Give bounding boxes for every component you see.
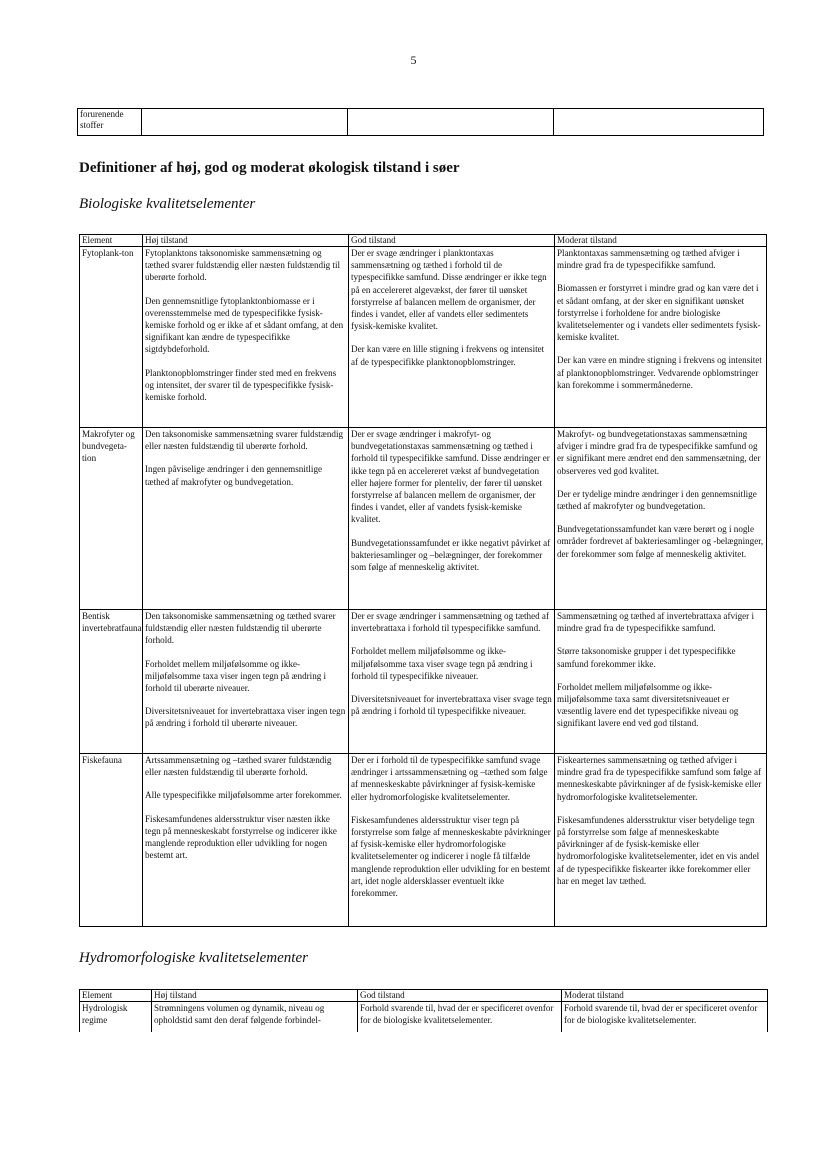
high-status-cell bbox=[143, 247, 349, 428]
cell-text: Der kan være en lille stigning i frekvens og intensitet af de typespecifikke planktonopblomstringer. bbox=[351, 344, 545, 367]
cell-text: Planktonopblomstringer finder sted med en frekvens og intensitet, der svarer til de typespecifikke fysisk-kemiske forhold. bbox=[145, 367, 337, 403]
table-cell bbox=[554, 109, 764, 136]
table-row bbox=[80, 428, 767, 610]
cell-text: Fiskearternes sammensætning og tæthed afviger i mindre grad fra de typespecifikke samfund som følge af menneskeskabte påvirkninger af de fysisk-kemiske eller hydromorfologiske kvalitetselementer. bbox=[557, 755, 762, 802]
cell-text: Diversitetsniveauet for invertebrattaxa viser svage tegn på ændring i forhold til typespecifikke niveauer. bbox=[351, 694, 552, 717]
cell-text: Der er i forhold til de typespecifikke samfund svage ændringer i artssammensætning og –tæthed som følge af menneskeskabte påvirkninger af fysisk-kemiske eller hydromorfologiske kvalitetselementer. bbox=[351, 755, 548, 802]
cell-text: Forholdet mellem miljøfølsomme og ikke-miljøfølsomme taxa samt diversitetsniveauet er væsentlig lavere end det typespecifikke niveau og signifikant lavere end ved god tilstand. bbox=[557, 681, 739, 729]
bio-section-title: Biologiske kvalitetselementer bbox=[79, 196, 256, 212]
row-label: forurenende stoffer bbox=[78, 109, 142, 136]
cell-text: Der kan være en mindre stigning i frekvens og intensitet af planktonopblomstringer. Vedvarende opblomstringer kan forekomme i sommermånederne. bbox=[557, 355, 762, 390]
cell-text: Sammensætning og tæthed af invertebrattaxa afviger i mindre grad fra de typespecifikke samfund. bbox=[557, 611, 754, 634]
cell-text: Planktontaxas sammensætning og tæthed afviger i mindre grad fra de typespecifikke samfund. bbox=[557, 248, 740, 271]
cell-text: Der er svage ændringer i sammensætning og tæthed af invertebrattaxa i forhold til typespecifikke samfund. bbox=[351, 611, 549, 634]
moderate-status-cell: Forhold svarende til, hvad der er specificeret ovenfor for de biologiske kvalitetselementer. bbox=[562, 1002, 768, 1032]
header-moderate: Moderat tilstand bbox=[562, 990, 768, 1002]
previous-table-fragment bbox=[77, 108, 764, 136]
cell-text: Diversitetsniveauet for invertebrattaxa viser ingen tegn på ændring i forhold til uberørte niveauer. bbox=[145, 706, 346, 729]
header-moderate: Moderat tilstand bbox=[555, 235, 767, 247]
cell-text: Der er svage ændringer i makrofyt- og bundvegetationstaxas sammensætning og tæthed i forhold til typespecifikke samfund. Disse ændringer er ikke tegn på en accelereret vækst af bundvegetation eller højere former for plenteliv, der fører til uønsket forstyrrelse af balancen mellem de organismer, der findes i vandet, eller af vandets fysisk-kemiske kvalitet. bbox=[351, 429, 550, 525]
hydro-section-title: Hydromorfologiske kvalitetselementer bbox=[79, 950, 308, 966]
section-heading: Definitioner af høj, god og moderat økologisk tilstand i søer bbox=[79, 160, 460, 176]
header-high: Høj tilstand bbox=[152, 990, 358, 1002]
table-row bbox=[80, 610, 767, 754]
cell-text: Den taksonomiske sammensætning og tæthed svarer fuldstændig eller næsten fuldstændig til uberørte forhold. bbox=[145, 611, 336, 646]
high-status-cell bbox=[143, 754, 349, 927]
biological-elements-table bbox=[79, 234, 767, 927]
cell-text: Fiskesamfundenes aldersstruktur viser tegn på forstyrrelse som følge af menneskeskabte påvirkninger af fysisk-kemiske eller hydromorfologiske kvalitetselementer og indicerer i nogle få tilfælde manglende reproduktion eller udvikling for en bestemt art, idet nogle aldersklasser eventuelt ikke forekommer. bbox=[351, 814, 551, 899]
table-header-row bbox=[80, 235, 767, 247]
hydromorphological-elements-table bbox=[79, 989, 768, 1032]
good-status-cell: Forhold svarende til, hvad der er specificeret ovenfor for de biologiske kvalitetselementer. bbox=[358, 1002, 562, 1032]
page-number: 5 bbox=[410, 53, 417, 67]
element-name: Fiskefauna bbox=[80, 754, 143, 927]
cell-text: Forholdet mellem miljøfølsomme og ikke-miljøfølsomme taxa viser svage tegn på ændring i forhold til typespecifikke niveauer. bbox=[351, 646, 533, 681]
good-status-cell bbox=[349, 610, 555, 754]
cell-text: Artssammensætning og –tæthed svarer fuldstændig eller næsten fuldstændig til uberørte forhold. bbox=[145, 755, 332, 778]
header-high: Høj tilstand bbox=[143, 235, 349, 247]
table-cell bbox=[142, 109, 348, 136]
cell-text: Alle typespecifikke miljøfølsomme arter forekommer. bbox=[145, 790, 342, 801]
element-name: Bentisk invertebratfauna bbox=[80, 610, 143, 754]
good-status-cell bbox=[349, 754, 555, 927]
table-row bbox=[80, 1002, 768, 1032]
cell-text: Makrofyt- og bundvegetationstaxas sammensætning afviger i mindre grad fra de typespecifikke samfund og er signifikant mere ændret end den sammensætning, der observeres ved god kvalitet. bbox=[557, 429, 761, 476]
cell-text: Der er tydelige mindre ændringer i den gennemsnitlige tæthed af makrofyter og bundvegetation. bbox=[557, 488, 757, 512]
good-status-cell bbox=[349, 428, 555, 610]
element-name: Makrofyter og bundvegeta-tion bbox=[80, 428, 143, 610]
header-element: Element bbox=[80, 235, 143, 247]
cell-text: Større taksonomiske grupper i det typespecifikke samfund forekommer ikke. bbox=[557, 646, 736, 669]
table-row bbox=[78, 109, 764, 136]
table-row bbox=[80, 247, 767, 428]
high-status-cell bbox=[143, 428, 349, 610]
table-header-row bbox=[80, 990, 768, 1002]
header-good: God tilstand bbox=[349, 235, 555, 247]
moderate-status-cell bbox=[555, 247, 767, 428]
good-status-cell bbox=[349, 247, 555, 428]
cell-text: Den taksonomiske sammensætning svarer fuldstændig eller næsten fuldstændig til uberørte forhold. bbox=[145, 429, 344, 452]
moderate-status-cell bbox=[555, 754, 767, 927]
moderate-status-cell bbox=[555, 610, 767, 754]
cell-text: Den gennemsnitlige fytoplanktonbiomasse er i overensstemmelse med de typespecifikke fysisk-kemiske forhold og er ikke af et sådant omfang, at den signifikant kan ændre de typespecifikke sigtdybdeforhold. bbox=[145, 295, 344, 355]
cell-text: Forholdet mellem miljøfølsomme og ikke-miljøfølsomme taxa viser ingen tegn på ændring i forhold til uberørte niveauer. bbox=[145, 658, 327, 694]
high-status-cell bbox=[143, 610, 349, 754]
element-name: Fytoplank-ton bbox=[80, 247, 143, 428]
cell-text: Fytoplanktons taksonomiske sammensætning og tæthed svarer fuldstændig eller næsten fuldstændig til uberørte forhold. bbox=[145, 248, 340, 283]
cell-text: Fiskesamfundenes aldersstruktur viser betydelige tegn på forstyrrelse som følge af menneskeskabte påvirkninger af de fysisk-kemiske eller hydromorfologiske kvalitetselementer, idet en vis andel af de typespecifikke fiskearter ikke forekommer eller har en meget lav tæthed. bbox=[557, 814, 760, 886]
header-good: God tilstand bbox=[358, 990, 562, 1002]
table-cell bbox=[348, 109, 554, 136]
header-element: Element bbox=[80, 990, 152, 1002]
cell-text: Fiskesamfundenes aldersstruktur viser næsten ikke tegn på menneskeskabt forstyrrelse og indicerer ikke manglende reproduktion eller udvikling for nogen bestemt art. bbox=[145, 813, 337, 861]
cell-text: Bundvegetationssamfundet er ikke negativt påvirket af bakteriesamlinger og –belægninger, der forekommer som følge af menneskelig aktivitet. bbox=[351, 537, 551, 573]
table-row bbox=[80, 754, 767, 927]
cell-text: Ingen påviselige ændringer i den gennemsnitlige tæthed af makrofyter og bundvegetation. bbox=[145, 464, 323, 487]
moderate-status-cell bbox=[555, 428, 767, 610]
cell-text: Bundvegetationssamfundet kan være berørt og i nogle områder fordrevet af bakteriesamlinger og -belægninger, der forekommer som følge af menneskelig aktivitet. bbox=[557, 524, 764, 559]
cell-text: Der er svage ændringer i planktontaxas sammensætning og tæthed i forhold til de typespecifikke samfund. Disse ændringer er ikke tegn på en accelereret algevækst, der fører til uønsket forstyrrelse af balancen mellem de organismer, der findes i vandet, eller af vandets eller sedimentets fysisk-kemiske kvalitet. bbox=[351, 248, 547, 332]
cell-text: Biomassen er forstyrret i mindre grad og kan være det i et sådant omfang, at der sker en signifikant uønsket forstyrrelse i forholdene for andre biologiske kvalitetselementer og i vandets eller sedimentets fysisk-kemiske kvalitet. bbox=[557, 283, 761, 343]
element-name: Hydrologisk regime bbox=[80, 1002, 152, 1032]
high-status-cell: Strømningens volumen og dynamik, niveau og opholdstid samt den deraf følgende forbindel- bbox=[152, 1002, 358, 1032]
